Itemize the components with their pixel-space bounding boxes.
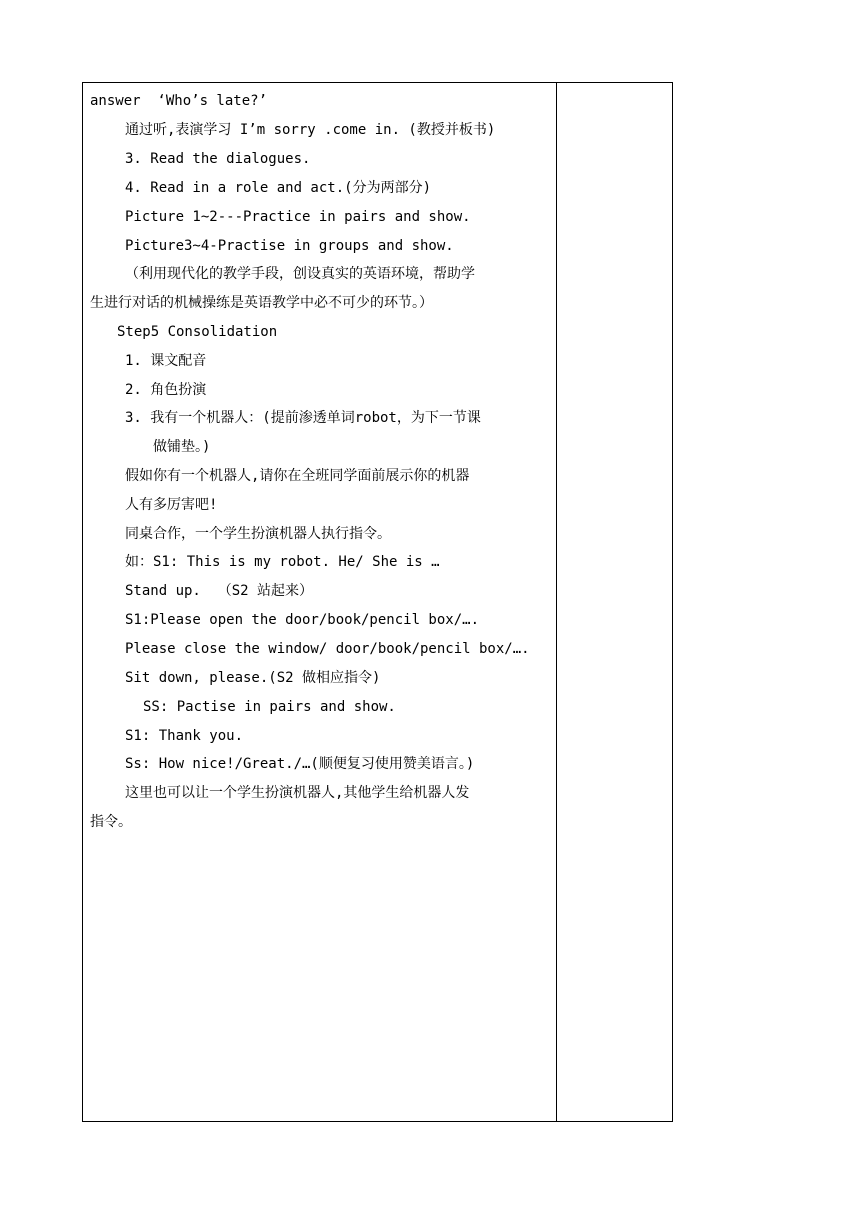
text-line: 2. 角色扮演	[125, 382, 207, 398]
text-line: 人有多厉害吧!	[125, 497, 218, 513]
text-line: 同桌合作，一个学生扮演机器人执行指令。	[125, 526, 391, 542]
notes-cell	[557, 83, 672, 1121]
text-line: 4. Read in a role and act.(分为两部分)	[125, 180, 432, 196]
text-line: Picture3~4-Practise in groups and show.	[125, 238, 454, 254]
text-line: 指令。	[90, 814, 132, 830]
text-line: SS: Pactise in pairs and show.	[143, 699, 396, 715]
text-line: Please close the window/ door/book/pencil box/….	[125, 641, 530, 657]
text-line: 3. 我有一个机器人：(提前渗透单词robot，为下一节课	[125, 410, 481, 426]
text-line: 通过听,表演学习 I’m sorry .come in. (教授并板书)	[125, 122, 496, 138]
text-line: 这里也可以让一个学生扮演机器人,其他学生给机器人发	[125, 785, 470, 801]
text-line: 生进行对话的机械操练是英语教学中必不可少的环节。）	[90, 295, 433, 311]
text-line: Ss: How nice!/Great./…(顺便复习使用赞美语言。)	[125, 756, 475, 772]
text-line: Sit down, please.(S2 做相应指令)	[125, 670, 381, 686]
text-line: 3. Read the dialogues.	[125, 151, 311, 167]
text-line: answer ‘Who’s late?’	[90, 93, 268, 109]
text-line: S1: Thank you.	[125, 728, 244, 744]
text-line: 如：S1: This is my robot. He/ She is …	[125, 554, 440, 570]
procedure-cell	[83, 83, 557, 1121]
text-line: 假如你有一个机器人,请你在全班同学面前展示你的机器	[125, 468, 470, 484]
text-line: Stand up. （S2 站起来）	[125, 583, 314, 599]
text-line: 做铺垫。)	[153, 439, 211, 455]
text-line: S1:Please open the door/book/pencil box/….	[125, 612, 480, 628]
text-line: Step5 Consolidation	[117, 324, 278, 340]
lesson-plan-table	[82, 82, 673, 1122]
text-line: 1. 课文配音	[125, 353, 207, 369]
text-line: （利用现代化的教学手段，创设真实的英语环境，帮助学	[125, 266, 475, 282]
text-line: Picture 1~2---Practice in pairs and show.	[125, 209, 471, 225]
